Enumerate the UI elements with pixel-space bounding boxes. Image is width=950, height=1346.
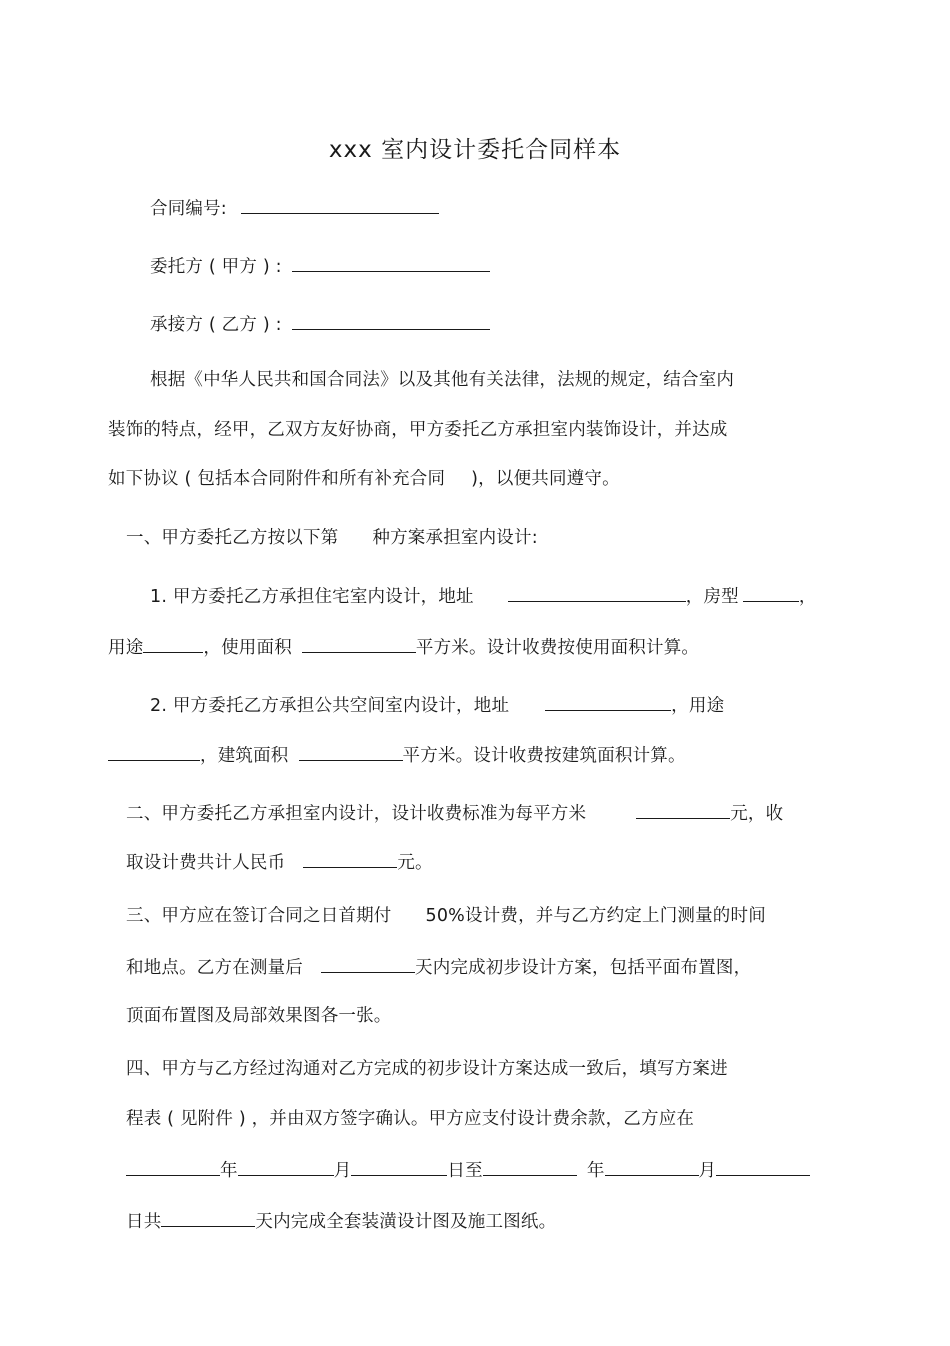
s1-2-usage-blank [108,742,200,761]
s1-2-text-c: ，建筑面积 [200,746,289,766]
party-b-blank [292,311,490,330]
contract-number-label: 合同编号: [150,199,227,219]
s2-text-c: 取设计费共计人民币 [126,853,286,873]
section-3-line-1 [126,904,766,928]
section-1-1-line-1 [150,583,817,609]
section-1-line [126,526,538,550]
day-to-label: 日至 [447,1161,483,1181]
preamble-line-1: 根据《中华人民共和国合同法》以及其他有关法律，法规的规定，结合室内 [150,370,735,390]
section-4-date-line [126,1157,810,1183]
party-b-label: 承接方 ( 乙方 ) : [150,315,282,335]
preamble-text-b: )，以便共同遵守。 [471,469,620,489]
s4-text-c: 日共 [126,1212,162,1232]
party-a-line [150,253,490,279]
start-month-blank [238,1157,334,1176]
section-1-text-b: 种方案承担室内设计: [372,528,538,548]
s1-2-text-d: 平方米。设计收费按建筑面积计算。 [402,746,686,766]
end-day-blank [716,1157,810,1176]
start-year-blank [126,1157,220,1176]
s1-1-text-e: ，使用面积 [203,638,292,658]
section-1-text-a: 一、甲方委托乙方按以下第 [126,528,339,548]
s2-text-a: 二、甲方委托乙方承担室内设计，设计收费标准为每平方米 [126,804,587,824]
party-a-blank [292,253,490,272]
s1-1-layout-blank [743,583,799,602]
s1-2-text-a: 2. 甲方委托乙方承担公共空间室内设计，地址 [150,696,510,716]
section-1-2-line-2 [108,742,686,768]
contract-number-blank [241,195,439,214]
s3-text-d: 天内完成初步设计方案，包括平面布置图， [415,958,752,978]
s1-1-text-d: 用途 [108,638,144,658]
s3-text-a: 三、甲方应在签订合同之日首期付 [126,906,392,926]
s1-1-text-a: 1. 甲方委托乙方承担住宅室内设计，地址 [150,587,474,607]
s1-1-text-c: ， [798,587,817,607]
preamble-line-3 [108,467,620,491]
section-4-line-2: 程表 ( 见附件 ) ，并由双方签字确认。甲方应支付设计费余款，乙方应在 [126,1109,695,1129]
s3-days-blank [321,954,415,973]
s1-2-text-b: ，用途 [671,696,725,716]
section-4-line-1: 四、甲方与乙方经过沟通对乙方完成的初步设计方案达成一致后，填写方案进 [126,1059,728,1079]
start-month-label: 月 [333,1161,352,1181]
s3-text-b: 50%设计费，并与乙方约定上门测量的时间 [425,906,766,926]
s2-total-blank [303,849,397,868]
s4-text-d: 天内完成全套装潢设计图及施工图纸。 [255,1212,557,1232]
document-title: xxx 室内设计委托合同样本 [328,137,622,163]
s1-2-address-blank [545,692,671,711]
section-1-1-line-2 [108,634,699,660]
section-2-line-1 [126,800,783,826]
s1-1-address-blank [508,583,686,602]
s1-1-area-blank [302,634,416,653]
section-3-line-2 [126,954,751,980]
s1-2-area-blank [299,742,403,761]
s2-text-b: 元，收 [730,804,784,824]
s1-1-text-b: ，房型 [685,587,739,607]
end-year-label: 年 [586,1161,605,1181]
start-year-label: 年 [220,1161,238,1181]
section-4-line-4 [126,1208,556,1234]
section-1-2-line-1 [150,692,724,718]
s3-text-c: 和地点。乙方在测量后 [126,958,303,978]
party-b-line [150,311,490,337]
preamble-line-2: 装饰的特点，经甲，乙双方友好协商，甲方委托乙方承担室内装饰设计，并达成 [108,420,728,440]
end-month-label: 月 [698,1161,717,1181]
s1-1-usage-blank [143,634,203,653]
end-year-blank [483,1157,577,1176]
contract-number-line [150,195,439,221]
section-3-line-3: 顶面布置图及局部效果图各一张。 [126,1006,392,1026]
party-a-label: 委托方 ( 甲方 ) : [150,257,282,277]
end-month-blank [605,1157,699,1176]
preamble-text-a: 如下协议 ( 包括本合同附件和所有补充合同 [108,469,446,489]
start-day-blank [351,1157,447,1176]
s1-1-text-f: 平方米。设计收费按使用面积计算。 [415,638,700,658]
s2-text-d: 元。 [397,853,433,873]
s4-days-blank [161,1208,255,1227]
section-2-line-2 [126,849,433,875]
s2-price-blank [636,800,730,819]
